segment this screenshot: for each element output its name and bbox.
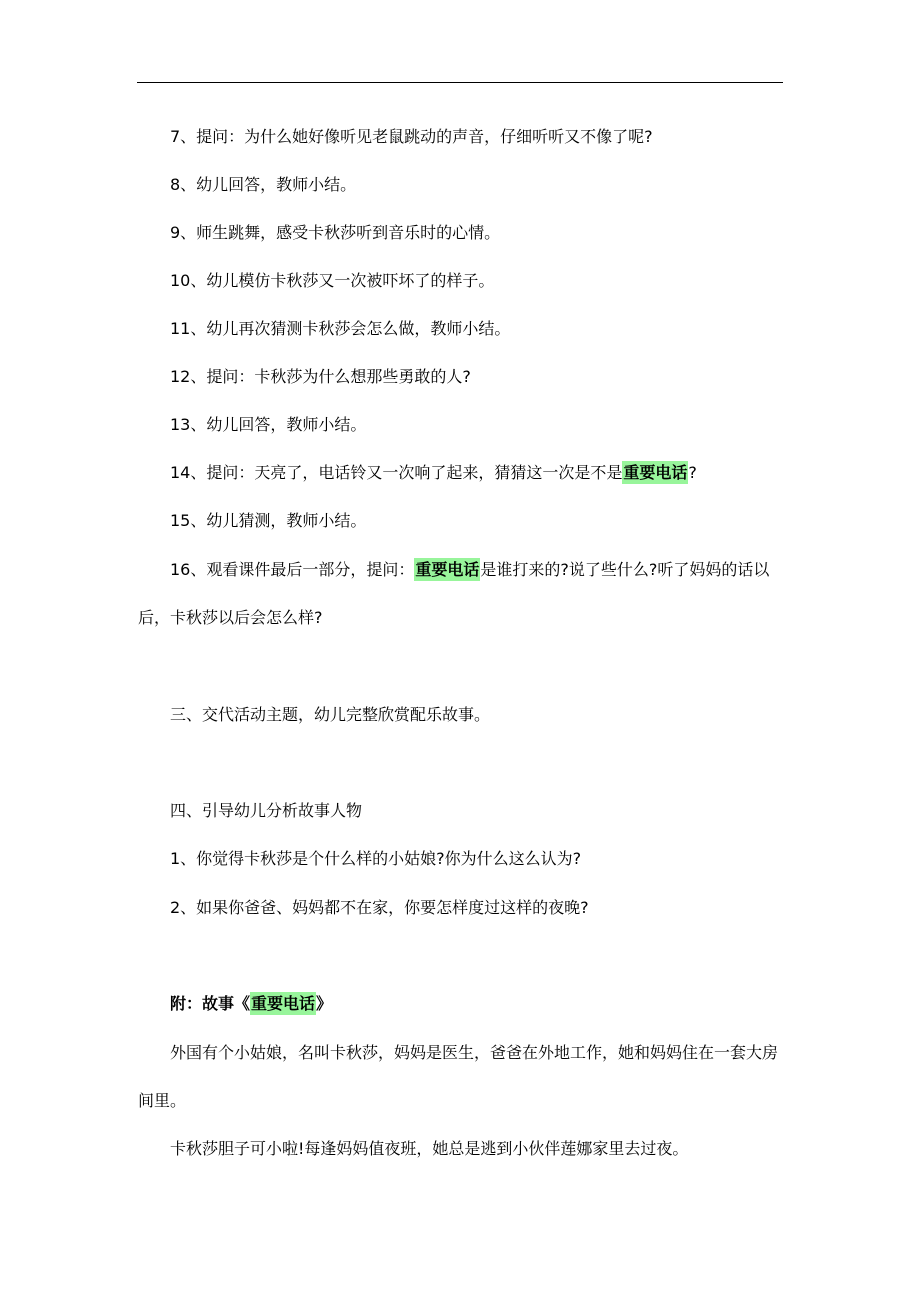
story-paragraph-1-continuation: 间里。 [138, 1091, 187, 1110]
question-12: 12、提问：卡秋莎为什么想那些勇敢的人? [170, 367, 471, 386]
section-4-question-2: 2、如果你爸爸、妈妈都不在家，你要怎样度过这样的夜晚? [170, 898, 589, 917]
section-4-question-1: 1、你觉得卡秋莎是个什么样的小姑娘?你为什么这么认为? [170, 849, 582, 868]
keyword-highlight: 重要电话 [623, 463, 688, 482]
header-rule [137, 82, 783, 83]
item-15: 15、幼儿猜测，教师小结。 [170, 511, 367, 530]
story-paragraph-1: 外国有个小姑娘，名叫卡秋莎，妈妈是医生，爸爸在外地工作，她和妈妈住在一套大房 [170, 1043, 779, 1062]
question-14-text: 14、提问：天亮了，电话铃又一次响了起来，猜猜这一次是不是 [170, 463, 623, 482]
question-14-end: ? [688, 463, 697, 482]
appendix-close: 》 [316, 994, 333, 1013]
section-3-heading: 三、交代活动主题，幼儿完整欣赏配乐故事。 [170, 705, 491, 724]
question-7: 7、提问：为什么她好像听见老鼠跳动的声音，仔细听听又不像了呢? [170, 127, 653, 146]
section-4-heading: 四、引导幼儿分析故事人物 [170, 801, 363, 820]
item-9: 9、师生跳舞，感受卡秋莎听到音乐时的心情。 [170, 223, 501, 242]
keyword-highlight: 重要电话 [251, 994, 316, 1013]
keyword-highlight: 重要电话 [415, 560, 480, 579]
item-10: 10、幼儿模仿卡秋莎又一次被吓坏了的样子。 [170, 271, 495, 290]
question-16 [170, 559, 769, 581]
question-16-rest: 是谁打来的?说了些什么?听了妈妈的话以 [480, 560, 770, 579]
item-13: 13、幼儿回答，教师小结。 [170, 415, 367, 434]
story-paragraph-2: 卡秋莎胆子可小啦!每逢妈妈值夜班，她总是逃到小伙伴莲娜家里去过夜。 [170, 1139, 689, 1158]
question-16-text: 16、观看课件最后一部分，提问： [170, 560, 415, 579]
question-14 [170, 462, 697, 484]
question-16-continuation: 后，卡秋莎以后会怎么样? [138, 608, 323, 627]
item-11: 11、幼儿再次猜测卡秋莎会怎么做，教师小结。 [170, 319, 511, 338]
item-8: 8、幼儿回答，教师小结。 [170, 175, 357, 194]
appendix-label: 附：故事《 [170, 994, 251, 1013]
appendix-title [170, 993, 332, 1015]
